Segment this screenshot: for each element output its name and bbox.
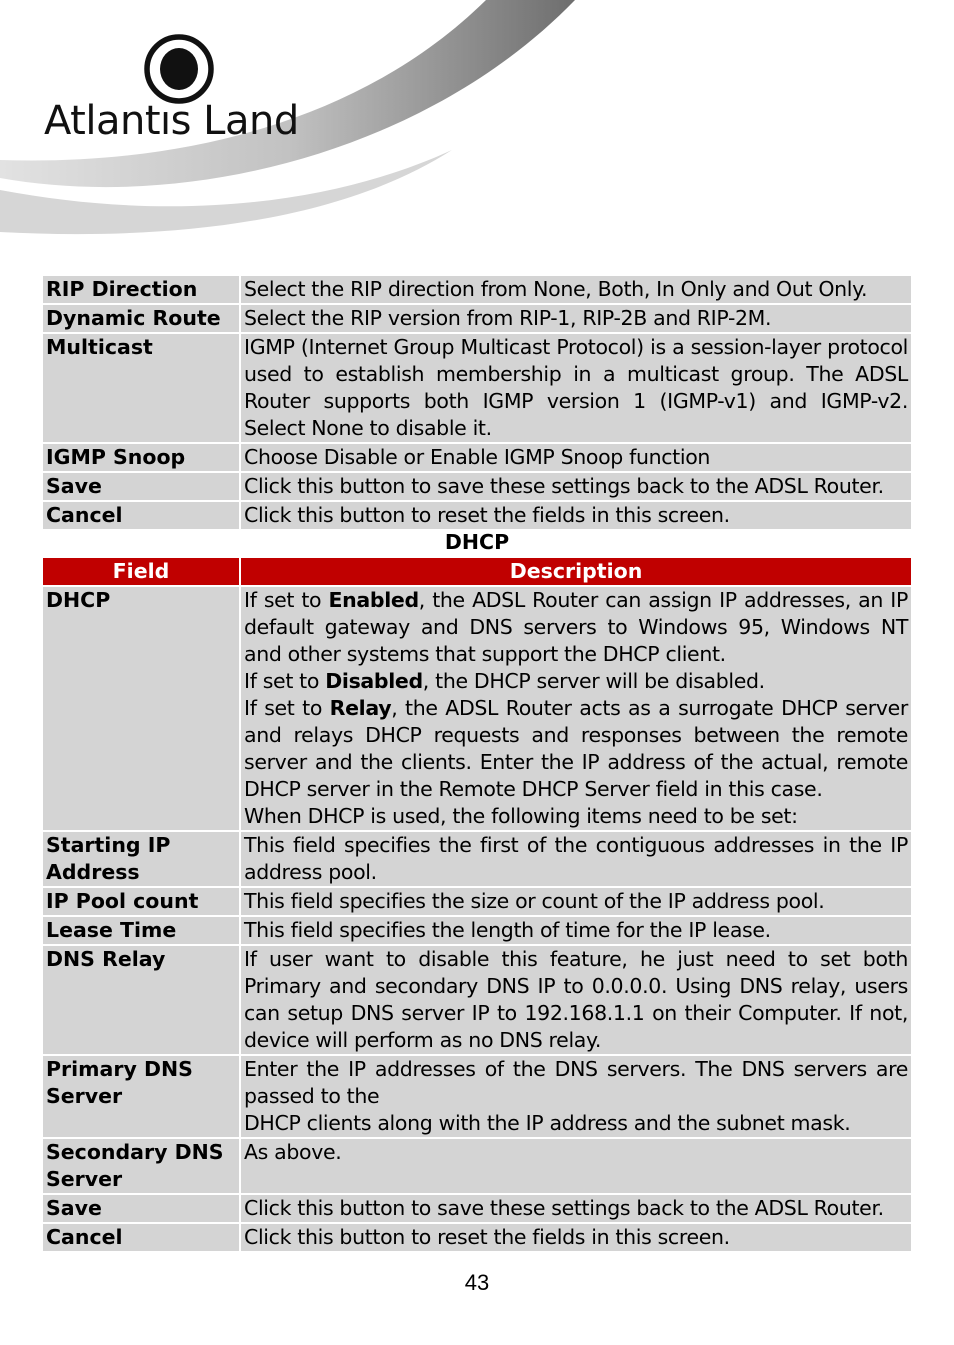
dhcp-settings-table-body-end (43, 1139, 911, 1251)
table-header-row (43, 558, 911, 585)
description-paragraph: Enter the IP addresses of the DNS servers. The DNS servers are passed to the (244, 1057, 908, 1108)
page-number: 43 (464, 1270, 490, 1295)
field-name: Cancel (43, 1224, 239, 1251)
dhcp-settings-table (41, 556, 913, 1253)
field-name: Cancel (43, 502, 239, 529)
table-row (43, 473, 911, 500)
field-description: Choose Disable or Enable IGMP Snoop function (241, 444, 911, 471)
field-description: Select the RIP version from RIP-1, RIP-2B and RIP-2M. (241, 305, 911, 332)
description-paragraph: When DHCP is used, the following items need to be set: (244, 804, 798, 828)
table-row (43, 276, 911, 303)
description-paragraph: If set to Relay, the ADSL Router acts as a surrogate DHCP server and relays DHCP requests and responses between the remote server and the clients. Enter the IP address of the actual, remote DHCP server in the Remote DHCP Server field in this case. (244, 696, 908, 801)
field-name: Dynamic Route (43, 305, 239, 332)
rip-settings-table-body (43, 276, 911, 529)
field-description: Click this button to save these settings back to the ADSL Router. (241, 1195, 911, 1222)
table-row (43, 305, 911, 332)
field-description: Click this button to reset the fields in this screen. (241, 1224, 911, 1251)
description-paragraph: If set to Disabled, the DHCP server will be disabled. (244, 669, 765, 693)
dhcp-settings-table-body-mid (43, 832, 911, 1054)
field-name: Primary DNS Server (43, 1056, 239, 1137)
field-description: This field specifies the length of time for the IP lease. (241, 917, 911, 944)
rip-settings-table (41, 274, 913, 531)
field-name: Multicast (43, 334, 239, 442)
field-name: IP Pool count (43, 888, 239, 915)
header-field: Field (43, 558, 239, 585)
header-description: Description (241, 558, 911, 585)
field-description: If user want to disable this feature, he just need to set both Primary and secondary DNS IP to 0.0.0.0. Using DNS relay, users can setup DNS server IP to 192.168.1.1 on their Computer. If not, device will perform as no DNS relay. (241, 946, 911, 1054)
field-name: DHCP (43, 587, 239, 830)
dhcp-table-caption: DHCP (444, 530, 510, 554)
table-row (43, 587, 911, 830)
field-description: Click this button to save these settings back to the ADSL Router. (241, 473, 911, 500)
field-description: This field specifies the first of the contiguous addresses in the IP address pool. (241, 832, 911, 886)
field-name: IGMP Snoop (43, 444, 239, 471)
description-paragraph: If set to Enabled, the ADSL Router can assign IP addresses, an IP default gateway and DNS servers to Windows 95, Windows NT and other systems that support the DHCP client. (244, 588, 908, 666)
logo-circle-icon (142, 32, 216, 106)
field-description (241, 1056, 911, 1137)
table-row (43, 502, 911, 529)
table-row (43, 917, 911, 944)
field-name: Starting IP Address (43, 832, 239, 886)
table-row (43, 334, 911, 442)
field-description: IGMP (Internet Group Multicast Protocol) is a session-layer protocol used to establish membership in a multicast group. The ADSL Router supports both IGMP version 1 (IGMP-v1) and IGMP-v2. Select None to disable it. (241, 334, 911, 442)
field-description: Click this button to reset the fields in this screen. (241, 502, 911, 529)
field-description (241, 587, 911, 830)
table-row (43, 444, 911, 471)
field-name: Lease Time (43, 917, 239, 944)
table-row (43, 832, 911, 886)
field-name: DNS Relay (43, 946, 239, 1054)
field-name: RIP Direction (43, 276, 239, 303)
field-name: Save (43, 473, 239, 500)
table-row (43, 1056, 911, 1137)
field-description: This field specifies the size or count of the IP address pool. (241, 888, 911, 915)
field-name: Secondary DNS Server (43, 1139, 239, 1193)
dhcp-settings-table-body (43, 587, 911, 830)
field-name: Save (43, 1195, 239, 1222)
table-row (43, 946, 911, 1054)
table-row (43, 1224, 911, 1251)
table-row (43, 1195, 911, 1222)
description-paragraph: DHCP clients along with the IP address and the subnet mask. (244, 1111, 851, 1135)
table-row (43, 888, 911, 915)
field-description: Select the RIP direction from None, Both, In Only and Out Only. (241, 276, 911, 303)
logo-wordmark: Atlantıs Land (44, 98, 299, 144)
dhcp-settings-table-body-dns (43, 1056, 911, 1137)
field-description: As above. (241, 1139, 911, 1193)
table-row (43, 1139, 911, 1193)
